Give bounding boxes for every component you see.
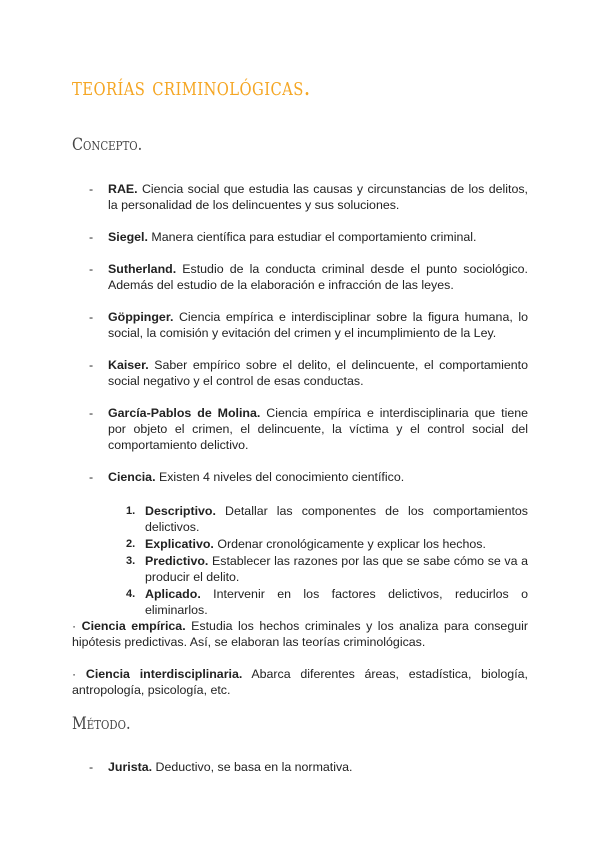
level-text: Detallar las componentes de los comportamientos delictivos.: [145, 504, 528, 534]
level-item: [0, 536, 600, 552]
level-item: [0, 586, 600, 618]
level-number: 2.: [126, 538, 136, 550]
definition-item: [0, 309, 600, 341]
definition-item: [0, 181, 600, 213]
definition-text: Existen 4 niveles del conocimiento científico.: [155, 470, 405, 484]
definition-term: Göppinger.: [108, 310, 174, 324]
method-list: [0, 759, 600, 775]
definition-item: [0, 261, 600, 293]
definition-term: Ciencia.: [108, 470, 156, 484]
level-text: Ordenar cronológicamente y explicar los hechos.: [213, 537, 486, 551]
definition-term: RAE.: [108, 182, 138, 196]
paragraph-term: Ciencia empírica.: [81, 619, 186, 633]
definition-text: Estudio de la conducta criminal desde el punto sociológico. Además del estudio de la elaboración e infracción de las leyes.: [108, 262, 528, 292]
list-dash: -: [89, 760, 94, 774]
list-dash: -: [89, 182, 94, 196]
paragraph-text: Abarca diferentes áreas, estadística, biología, antropología, psicología, etc.: [72, 667, 528, 697]
list-dash: -: [89, 310, 94, 324]
definition-term: Kaiser.: [108, 358, 149, 372]
list-dash: -: [89, 470, 94, 484]
definition-text: Saber empírico sobre el delito, el delincuente, el comportamiento social negativo y el control de esas conductas.: [108, 358, 528, 388]
definition-term: Sutherland.: [108, 262, 177, 276]
definition-item: [0, 357, 600, 389]
paragraph-ciencia-interdisciplinaria: [72, 666, 528, 698]
method-term: Jurista.: [108, 760, 153, 774]
level-term: Explicativo.: [145, 537, 214, 551]
list-dash: -: [89, 262, 94, 276]
section-heading-concepto: Concepto.: [72, 135, 143, 155]
bullet-dot: ·: [72, 667, 86, 681]
definition-text: Ciencia empírica e interdisciplinaria que tiene por objeto el crimen, el delincuente, la víctima y el control social del comportamiento delictivo.: [108, 406, 528, 452]
list-dash: -: [89, 230, 94, 244]
level-term: Aplicado.: [145, 587, 201, 601]
level-term: Descriptivo.: [145, 504, 216, 518]
definition-term: Siegel.: [108, 230, 148, 244]
level-number: 4.: [126, 588, 136, 600]
level-term: Predictivo.: [145, 554, 209, 568]
paragraph-ciencia-empirica: [72, 618, 528, 650]
bullet-dot: ·: [72, 619, 82, 633]
science-levels-list: [0, 503, 600, 619]
definitions-list: [0, 181, 600, 501]
level-item: [0, 553, 600, 585]
level-number: 3.: [126, 555, 136, 567]
level-item: [0, 503, 600, 535]
page-title: teorías criminológicas.: [72, 72, 311, 101]
definition-item: [0, 405, 600, 453]
level-number: 1.: [126, 505, 136, 517]
paragraph-text: Estudia los hechos criminales y los analiza para conseguir hipótesis predictivas. Así, se elaboran las teorías criminológicas.: [72, 619, 528, 649]
level-text: Intervenir en los factores delictivos, reducirlos o eliminarlos.: [145, 587, 528, 617]
definition-text: Ciencia social que estudia las causas y circunstancias de los delitos, la personalidad de los delincuentes y sus soluciones.: [108, 182, 528, 212]
paragraph-term: Ciencia interdisciplinaria.: [85, 667, 243, 681]
definition-text: Ciencia empírica e interdisciplinar sobre la figura humana, lo social, la comisión y evitación del crimen y el incumplimiento de la Ley.: [108, 310, 528, 340]
definition-text: Manera científica para estudiar el comportamiento criminal.: [147, 230, 477, 244]
definition-item: [0, 229, 600, 245]
method-item: [0, 759, 600, 775]
method-text: Deductivo, se basa en la normativa.: [152, 760, 353, 774]
level-text: Establecer las razones por las que se sabe cómo se va a producir el delito.: [145, 554, 528, 584]
list-dash: -: [89, 358, 94, 372]
definition-term: García-Pablos de Molina.: [108, 406, 261, 420]
definition-item: [0, 469, 600, 485]
list-dash: -: [89, 406, 94, 420]
section-heading-metodo: Método.: [72, 714, 131, 734]
